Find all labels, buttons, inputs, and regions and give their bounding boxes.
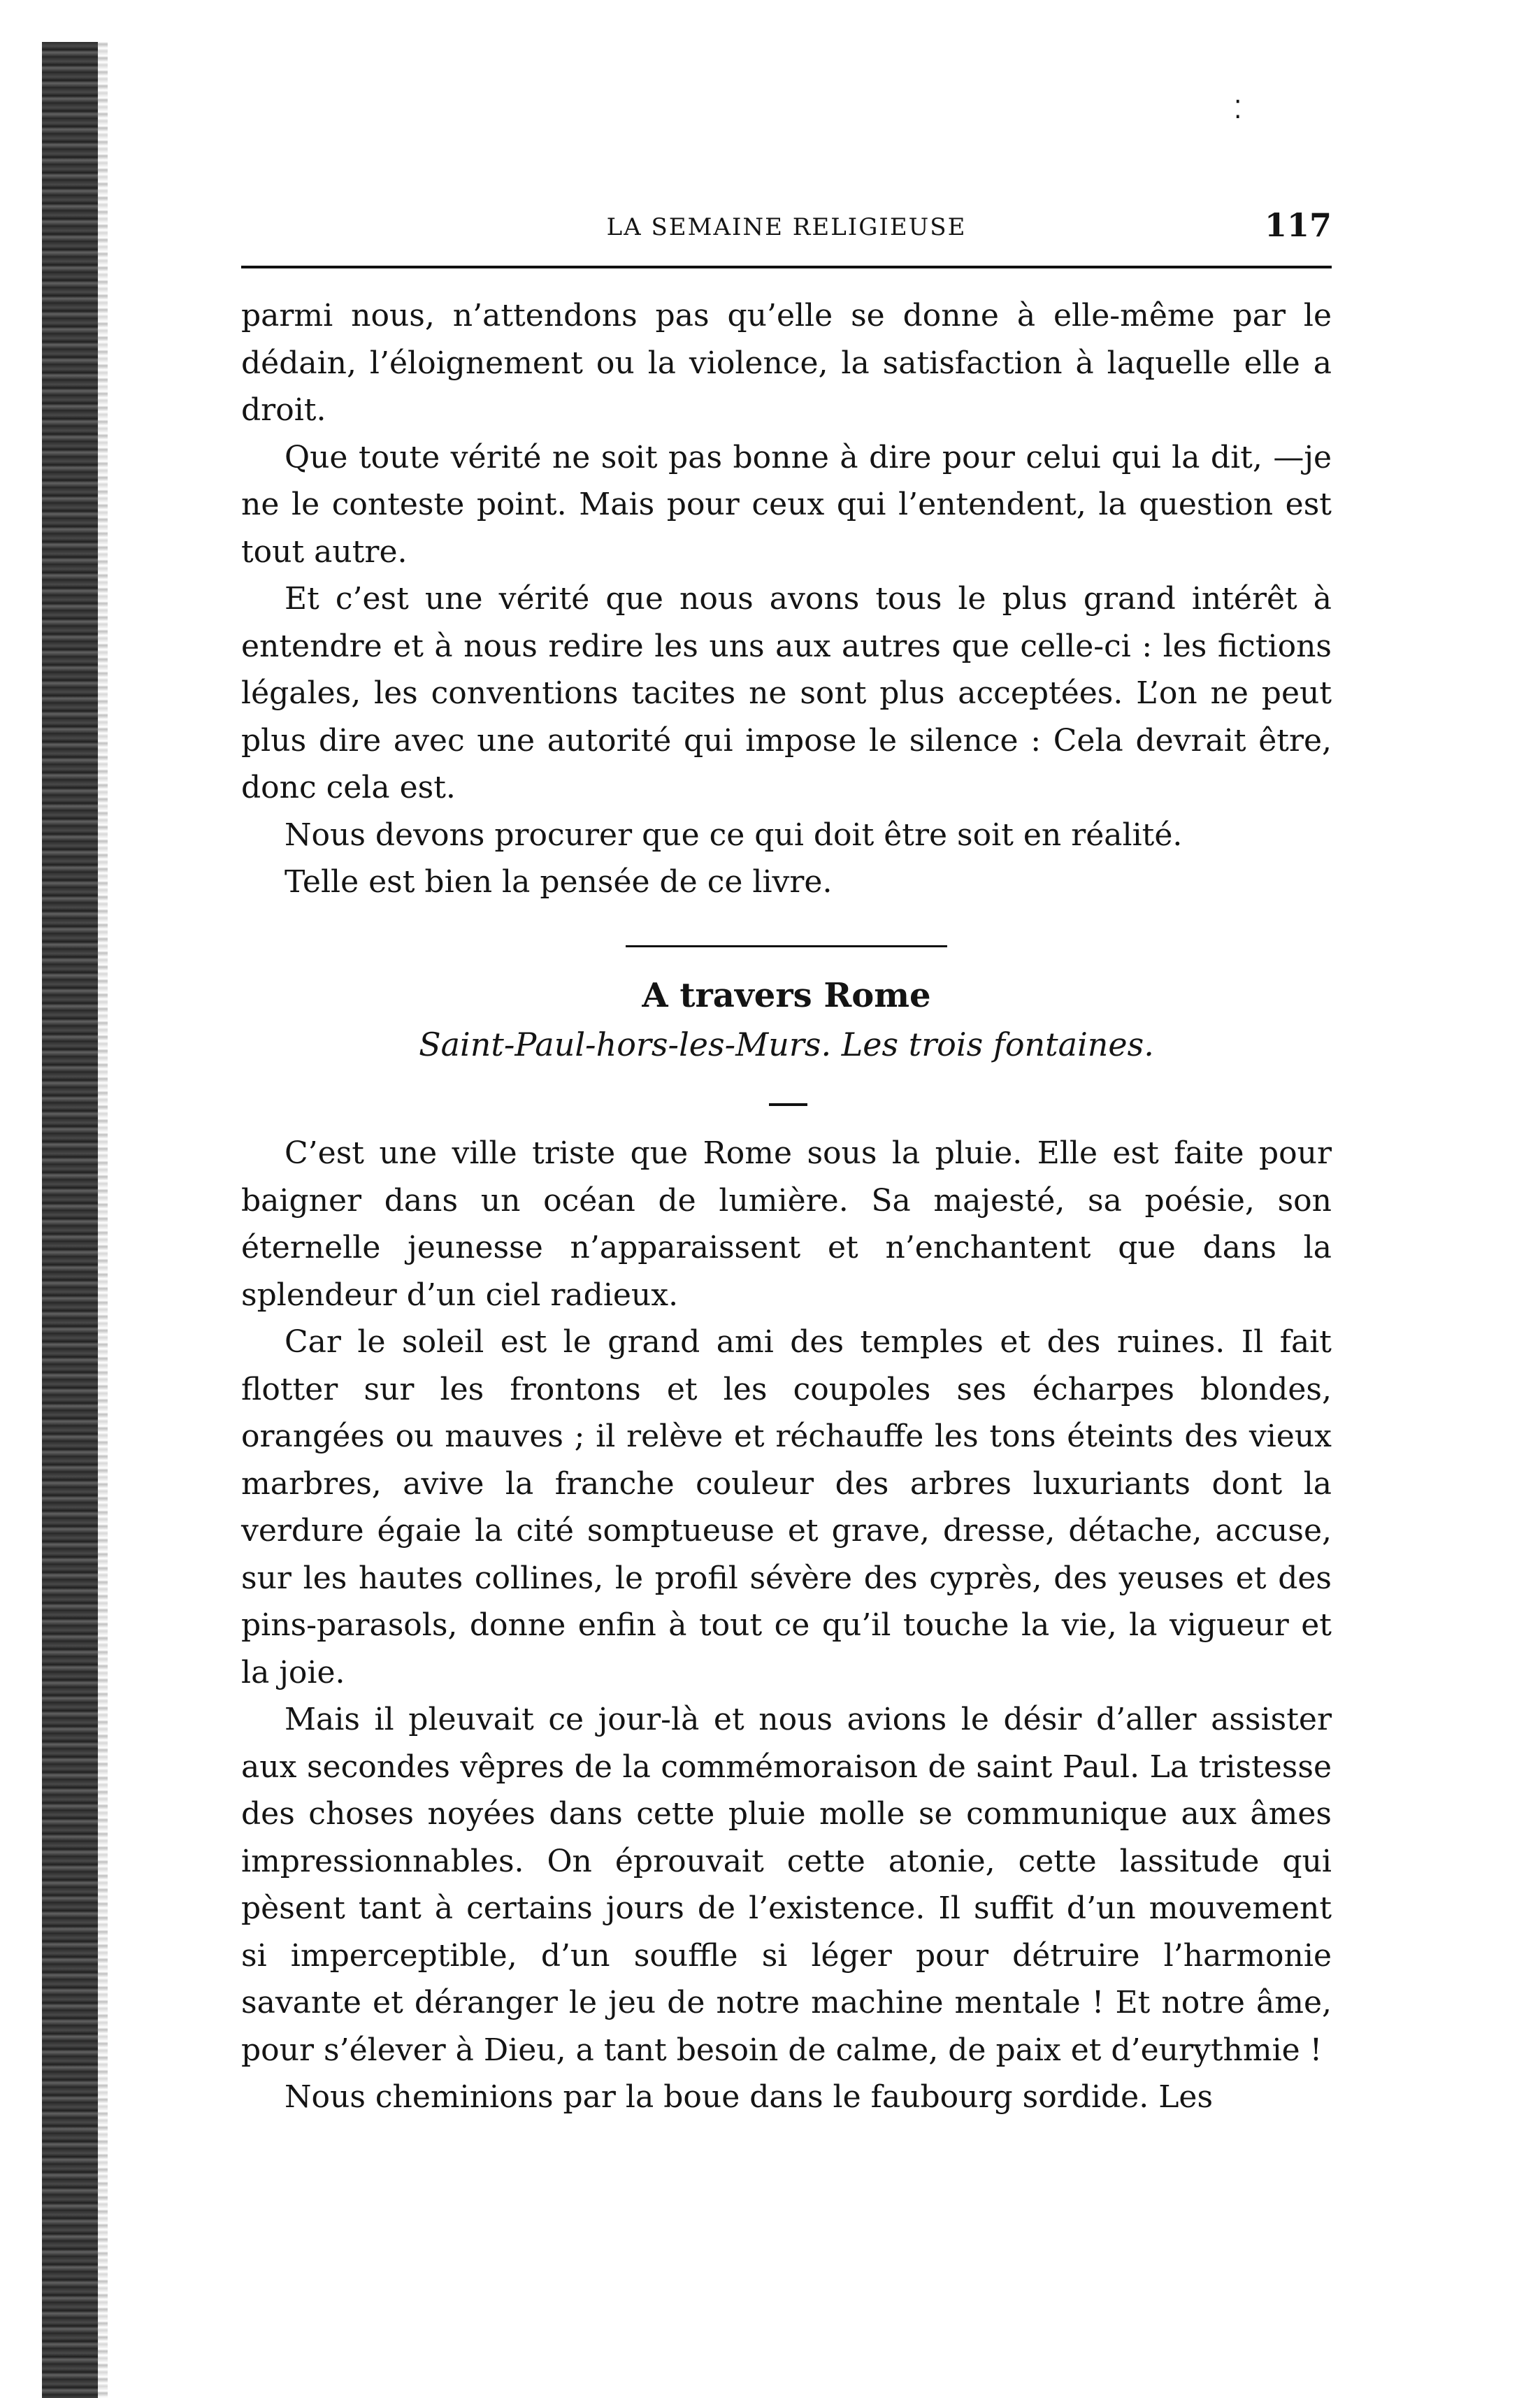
text-block-intro — [241, 292, 1332, 906]
section-dash — [769, 1103, 807, 1106]
text-block-article — [241, 1130, 1332, 2121]
print-speck: ⁚ — [1234, 96, 1242, 124]
section-subtitle: Saint-Paul-hors-les-Murs. Les trois fontaines. — [419, 1026, 1154, 1063]
book-binding-edge — [42, 42, 98, 2398]
paragraph: parmi nous, n’attendons pas qu’elle se donne à elle-même par le dédain, l’éloignement ou la violence, la satisfaction à laquelle elle a droit. — [241, 298, 1332, 428]
section-title: A travers Rome — [642, 976, 931, 1015]
section-divider-rule — [626, 945, 947, 947]
paragraph: Nous cheminions par la boue dans le faubourg sordide. Les — [285, 2079, 1214, 2115]
page-number: 117 — [1264, 206, 1332, 244]
paragraph: Car le soleil est le grand ami des temples et des ruines. Il fait flotter sur les frontons et les coupoles ses écharpes blondes, orangées ou mauves ; il relève et réchauffe les tons éteints des vieux marbres, avive la franche couleur des arbres luxuriants dont la verdure égaie la cité somptueuse et grave, dresse, détache, accuse, sur les hautes collines, le profil sévère des cyprès, des yeuses et des pins-parasols, donne enfin à tout ce qu’il touche la vie, la vigueur et la joie. — [241, 1324, 1332, 1690]
book-page — [241, 0, 1332, 2398]
running-header — [241, 206, 1332, 248]
paragraph: Que toute vérité ne soit pas bonne à dire pour celui qui la dit, —je ne le conteste point. Mais pour ceux qui l’entendent, la question est tout autre. — [241, 439, 1332, 570]
paragraph: C’est une ville triste que Rome sous la pluie. Elle est faite pour baigner dans un océan de lumière. Sa majesté, sa poésie, son éternelle jeunesse n’apparaissent et n’enchantent que dans la splendeur d’un ciel radieux. — [241, 1135, 1332, 1313]
paragraph: Nous devons procurer que ce qui doit être soit en réalité. — [285, 817, 1183, 853]
paragraph: Telle est bien la pensée de ce livre. — [285, 864, 833, 900]
running-title: LA SEMAINE RELIGIEUSE — [606, 213, 967, 241]
header-rule — [241, 266, 1332, 268]
paragraph: Mais il pleuvait ce jour-là et nous avions le désir d’aller assister aux secondes vêpres de la commémoraison de saint Paul. La tristesse des choses noyées dans cette pluie molle se communique aux âmes impressionnables. On éprouvait cette atonie, cette lassitude qui pèsent tant à certains jours de l’existence. Il suffit d’un mouvement si imperceptible, d’un souffle si léger pour détruire l’harmonie savante et déranger le jeu de notre machine mentale ! Et notre âme, pour s’élever à Dieu, a tant besoin de calme, de paix et d’eurythmie ! — [241, 1702, 1332, 2068]
paragraph: Et c’est une vérité que nous avons tous le plus grand intérêt à entendre et à nous redire les uns aux autres que celle-ci : les fictions légales, les conventions tacites ne sont plus acceptées. L’on ne peut plus dire avec une autorité qui impose le silence : Cela devrait être, donc cela est. — [241, 581, 1332, 805]
